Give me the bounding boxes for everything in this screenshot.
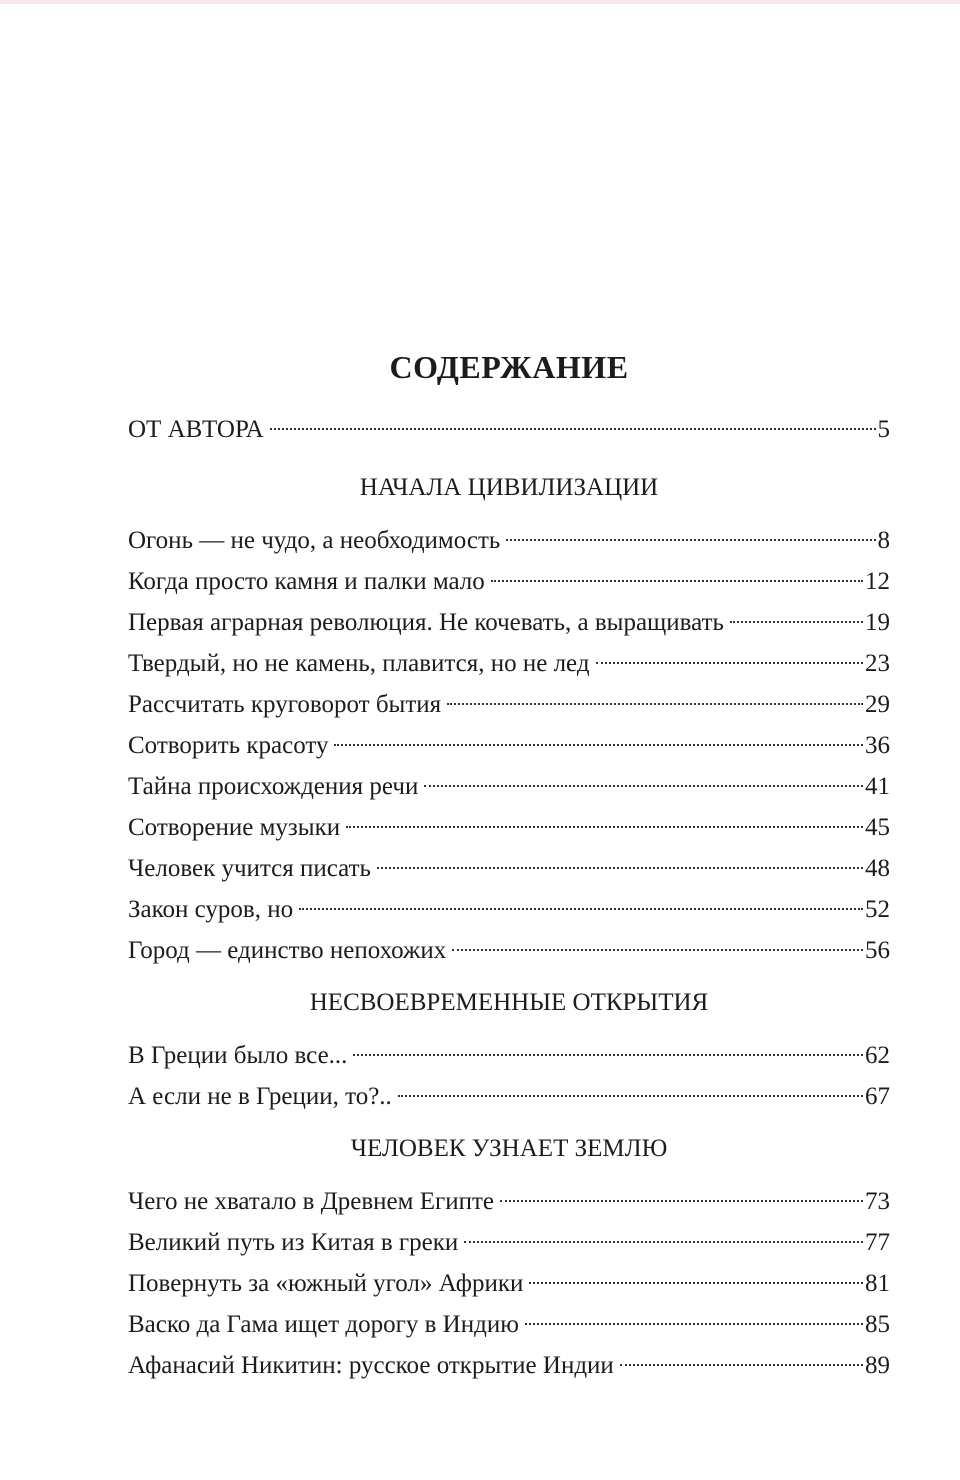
- toc-entry-label: Афанасий Никитин: русское открытие Индии: [128, 1352, 614, 1379]
- toc-entry-label: ОТ АВТОРА: [128, 416, 264, 443]
- toc-entry-label: Город — единство непохожих: [128, 937, 447, 964]
- toc-entry-page: 89: [865, 1352, 890, 1379]
- toc-entry-label: Сотворить красоту: [128, 732, 329, 759]
- toc-entry-page: 45: [865, 814, 890, 841]
- toc-entry: [128, 643, 890, 684]
- toc-entry-label: Повернуть за «южный угол» Африки: [128, 1270, 524, 1297]
- toc-sections: [128, 468, 890, 1386]
- dot-leader: [447, 703, 863, 705]
- toc-entry: [128, 1181, 890, 1222]
- toc-entry-page: 12: [865, 568, 890, 595]
- dot-leader: [353, 1054, 863, 1056]
- toc-entry-label: А если не в Греции, то?..: [128, 1083, 392, 1110]
- toc-entry-intro: [128, 409, 890, 450]
- section-title: ЧЕЛОВЕК УЗНАЕТ ЗЕМЛЮ: [350, 1135, 668, 1162]
- toc-entry-label: Когда просто камня и палки мало: [128, 568, 485, 595]
- toc-entry-label: Твердый, но не камень, плавится, но не лед: [128, 650, 590, 677]
- section-title: НАЧАЛА ЦИВИЛИЗАЦИИ: [359, 474, 659, 501]
- dot-leader: [377, 867, 863, 869]
- dot-leader: [299, 908, 863, 910]
- dot-leader: [452, 949, 863, 951]
- toc-entry-label: Великий путь из Китая в греки: [128, 1229, 459, 1256]
- toc-entry-page: 5: [877, 416, 890, 443]
- toc-entry: [128, 848, 890, 889]
- dot-leader: [506, 539, 875, 541]
- toc-entry-page: 62: [865, 1042, 890, 1069]
- toc-entry-page: 52: [865, 896, 890, 923]
- toc-entry-label: Чего не хватало в Древнем Египте: [128, 1188, 495, 1215]
- dot-leader: [464, 1241, 863, 1243]
- dot-leader: [620, 1364, 863, 1366]
- toc-entry-label: Первая аграрная революция. Не кочевать, а выращивать: [128, 609, 724, 636]
- toc-entry-label: Огонь — не чудо, а необходимость: [128, 527, 501, 554]
- toc-entry: [128, 1304, 890, 1345]
- toc-entry: [128, 1263, 890, 1304]
- toc-entry-label: Сотворение музыки: [128, 814, 341, 841]
- toc-entry: [128, 1035, 890, 1076]
- toc-entry: [128, 520, 890, 561]
- toc-entry-label: Человек учится писать: [128, 855, 371, 882]
- dot-leader: [525, 1323, 863, 1325]
- toc-entry-page: 29: [865, 691, 890, 718]
- dot-leader: [334, 744, 863, 746]
- toc-entry-label: Закон суров, но: [128, 896, 294, 923]
- toc-entry-page: 36: [865, 732, 890, 759]
- toc-entry-page: 48: [865, 855, 890, 882]
- toc-entry-page: 23: [865, 650, 890, 677]
- toc-entry-page: 41: [865, 773, 890, 800]
- dot-leader: [270, 428, 876, 430]
- toc-entry-page: 77: [865, 1229, 890, 1256]
- toc-entry: [128, 807, 890, 848]
- toc-entry: [128, 889, 890, 930]
- dot-leader: [424, 785, 863, 787]
- toc-entry-page: 19: [865, 609, 890, 636]
- toc-entry-page: 85: [865, 1311, 890, 1338]
- dot-leader: [500, 1200, 863, 1202]
- section-title: НЕСВОЕВРЕМЕННЫЕ ОТКРЫТИЯ: [309, 989, 709, 1016]
- toc-entry: [128, 766, 890, 807]
- toc-entry-page: 67: [865, 1083, 890, 1110]
- dot-leader: [596, 662, 863, 664]
- toc-entry: [128, 1222, 890, 1263]
- toc-entry: [128, 1345, 890, 1386]
- toc-entry-label: Васко да Гама ищет дорогу в Индию: [128, 1311, 519, 1338]
- dot-leader: [529, 1282, 863, 1284]
- toc-entry: [128, 930, 890, 971]
- dot-leader: [398, 1095, 863, 1097]
- dot-leader: [491, 580, 863, 582]
- toc-entry: [128, 684, 890, 725]
- table-of-contents: [128, 345, 890, 1386]
- toc-entry: [128, 1076, 890, 1117]
- toc-entry-label: В Греции было все...: [128, 1042, 348, 1069]
- toc-entry: [128, 725, 890, 766]
- toc-entry-page: 8: [877, 527, 890, 554]
- toc-entry-page: 73: [865, 1188, 890, 1215]
- toc-entry-label: Рассчитать круговорот бытия: [128, 691, 442, 718]
- dot-leader: [730, 621, 863, 623]
- toc-entry-label: Тайна происхождения речи: [128, 773, 419, 800]
- toc-entry: [128, 561, 890, 602]
- page-title: СОДЕРЖАНИЕ: [389, 349, 629, 385]
- top-edge-line: [0, 0, 960, 4]
- toc-entry-page: 81: [865, 1270, 890, 1297]
- toc-entry: [128, 602, 890, 643]
- toc-entry-page: 56: [865, 937, 890, 964]
- dot-leader: [346, 826, 863, 828]
